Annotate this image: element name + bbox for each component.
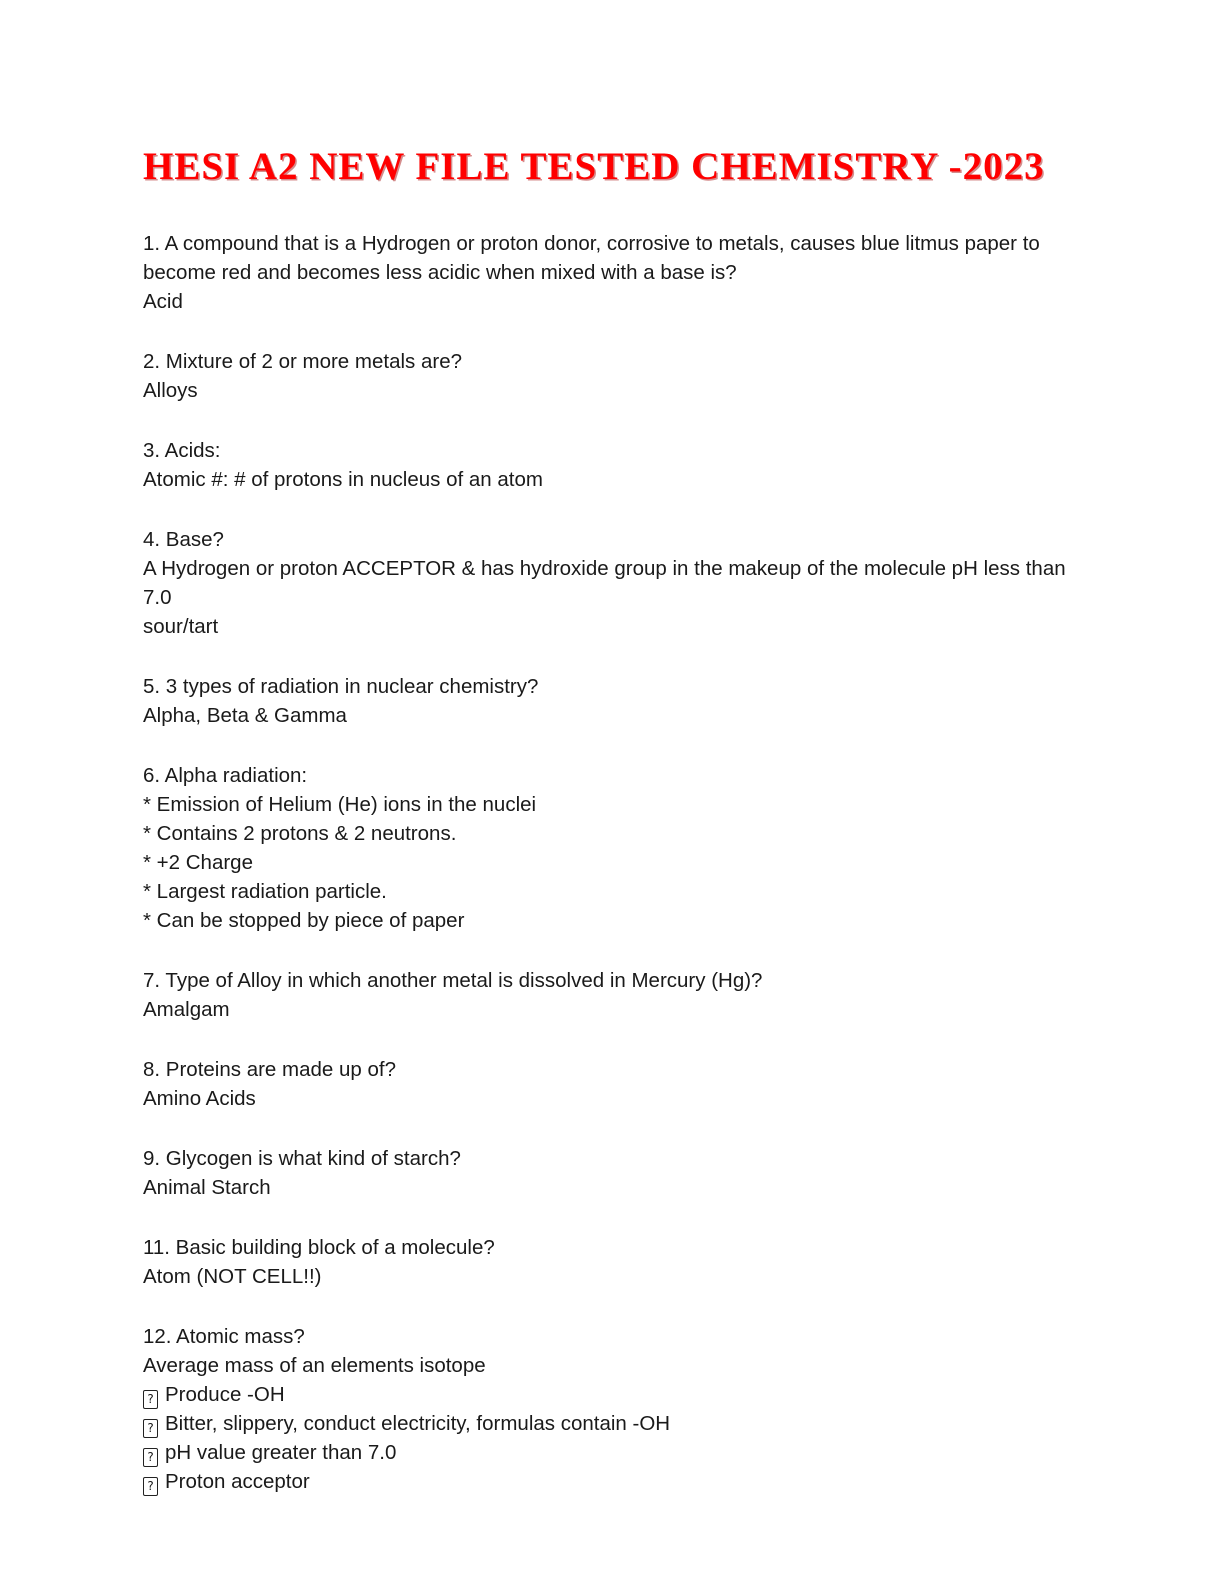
line-text: 11. Basic building block of a molecule?	[143, 1235, 495, 1259]
line-text: Atom (NOT CELL!!)	[143, 1264, 322, 1288]
missing-glyph-box-icon: ?	[143, 1419, 158, 1438]
text-line	[143, 347, 1089, 376]
line-text: 12. Atomic mass?	[143, 1324, 305, 1348]
line-text: Bitter, slippery, conduct electricity, formulas contain -OH	[165, 1411, 671, 1435]
text-line	[143, 1409, 1089, 1438]
qa-block	[143, 229, 1089, 316]
line-text: 8. Proteins are made up of?	[143, 1057, 396, 1081]
qa-block	[143, 1322, 1089, 1496]
text-line	[143, 525, 1089, 554]
text-line	[143, 1084, 1089, 1113]
text-line	[143, 672, 1089, 701]
text-line	[143, 995, 1089, 1024]
line-text: 7. Type of Alloy in which another metal is dissolved in Mercury (Hg)?	[143, 968, 763, 992]
line-text: 2. Mixture of 2 or more metals are?	[143, 349, 463, 373]
missing-glyph-box-icon: ?	[143, 1448, 158, 1467]
document-body	[143, 229, 1089, 1496]
page-title: HESI A2 NEW FILE TESTED CHEMISTRY -2023	[143, 145, 1045, 188]
text-line	[143, 1351, 1089, 1380]
text-line	[143, 258, 1089, 287]
line-text: Atomic #: # of protons in nucleus of an atom	[143, 467, 543, 491]
line-text: Average mass of an elements isotope	[143, 1353, 486, 1377]
missing-glyph-box-icon: ?	[143, 1390, 158, 1409]
line-text: * +2 Charge	[143, 850, 253, 874]
line-text: become red and becomes less acidic when mixed with a base is?	[143, 260, 737, 284]
line-text: 3. Acids:	[143, 438, 221, 462]
text-line	[143, 465, 1089, 494]
text-line	[143, 761, 1089, 790]
text-line	[143, 848, 1089, 877]
text-line	[143, 966, 1089, 995]
text-line	[143, 376, 1089, 405]
line-text: * Can be stopped by piece of paper	[143, 908, 465, 932]
line-text: Amino Acids	[143, 1086, 256, 1110]
line-text: * Contains 2 protons & 2 neutrons.	[143, 821, 457, 845]
text-line	[143, 877, 1089, 906]
qa-block	[143, 436, 1089, 494]
line-text: 6. Alpha radiation:	[143, 763, 308, 787]
qa-block	[143, 672, 1089, 730]
qa-block	[143, 761, 1089, 935]
qa-block	[143, 1233, 1089, 1291]
text-line	[143, 612, 1089, 641]
text-line	[143, 1233, 1089, 1262]
line-text: 4. Base?	[143, 527, 224, 551]
line-text: Produce -OH	[165, 1382, 285, 1406]
text-line	[143, 1262, 1089, 1291]
missing-glyph-box-icon: ?	[143, 1477, 158, 1496]
text-line	[143, 701, 1089, 730]
line-text: Amalgam	[143, 997, 230, 1021]
qa-block	[143, 1055, 1089, 1113]
qa-block	[143, 966, 1089, 1024]
line-text: Proton acceptor	[165, 1469, 310, 1493]
line-text: Acid	[143, 289, 183, 313]
line-text: A Hydrogen or proton ACCEPTOR & has hydroxide group in the makeup of the molecule pH less than 7.0	[143, 556, 1072, 609]
qa-block	[143, 525, 1089, 641]
text-line	[143, 1322, 1089, 1351]
text-line	[143, 1380, 1089, 1409]
text-line	[143, 229, 1089, 258]
line-text: Alloys	[143, 378, 198, 402]
text-line	[143, 1173, 1089, 1202]
text-line	[143, 554, 1089, 612]
text-line	[143, 819, 1089, 848]
text-line	[143, 287, 1089, 316]
line-text: 1. A compound that is a Hydrogen or proton donor, corrosive to metals, causes blue litmus paper to	[143, 231, 1040, 255]
qa-block	[143, 1144, 1089, 1202]
line-text: Animal Starch	[143, 1175, 271, 1199]
text-line	[143, 906, 1089, 935]
text-line	[143, 1055, 1089, 1084]
line-text: * Emission of Helium (He) ions in the nuclei	[143, 792, 537, 816]
text-line	[143, 790, 1089, 819]
text-line	[143, 1467, 1089, 1496]
line-text: 5. 3 types of radiation in nuclear chemistry?	[143, 674, 539, 698]
line-text: Alpha, Beta & Gamma	[143, 703, 347, 727]
text-line	[143, 436, 1089, 465]
line-text: 9. Glycogen is what kind of starch?	[143, 1146, 461, 1170]
text-line	[143, 1144, 1089, 1173]
text-line	[143, 1438, 1089, 1467]
line-text: pH value greater than 7.0	[165, 1440, 397, 1464]
line-text: sour/tart	[143, 614, 219, 638]
qa-block	[143, 347, 1089, 405]
line-text: * Largest radiation particle.	[143, 879, 387, 903]
